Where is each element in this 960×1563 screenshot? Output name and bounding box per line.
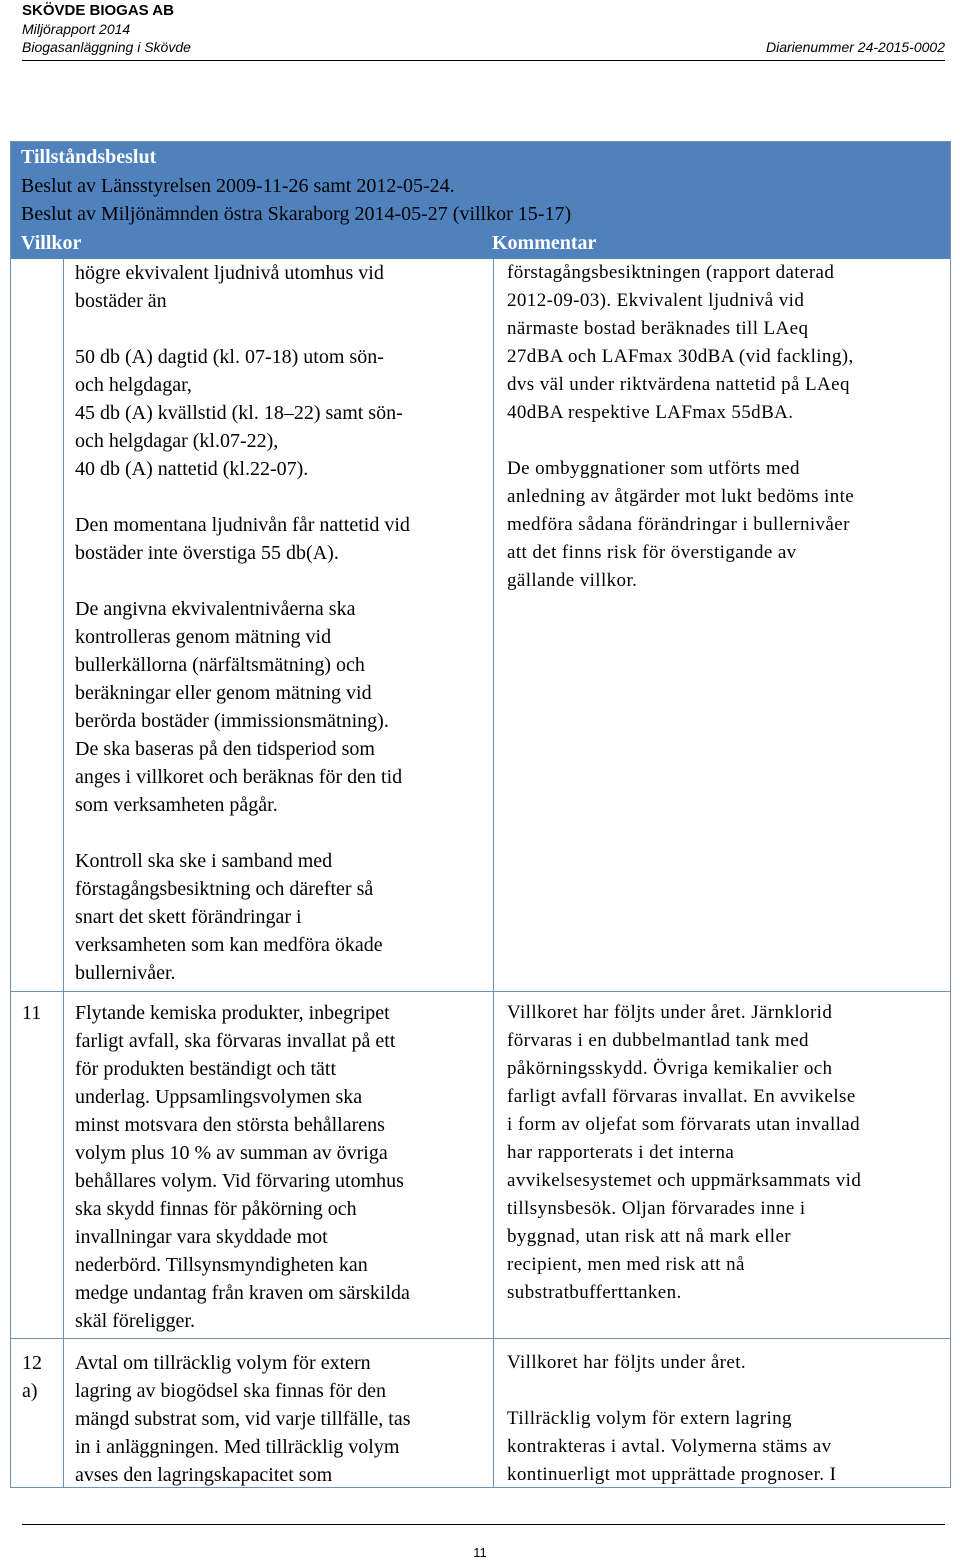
condition-number: 11 <box>22 1002 42 1024</box>
company-name: SKÖVDE BIOGAS AB <box>22 2 174 19</box>
comment-paragraph: Tillräcklig volym för extern lagring kontrakteras i avtal. Volymerna stäms av kontinuerligt mot upprättade prognoser. I <box>507 1408 837 1485</box>
header-divider <box>22 60 945 61</box>
column-divider-number <box>63 259 64 1487</box>
comment-paragraph: De ombyggnationer som utförts med anledning av åtgärder mot lukt bedöms inte medföra sådana förändringar i bullernivåer att det finns risk för överstigande av gällande villkor. <box>507 458 855 591</box>
decision-line-2: Beslut av Miljönämnden östra Skaraborg 2014-05-27 (villkor 15-17) <box>21 203 572 225</box>
column-header-condition: Villkor <box>21 232 82 254</box>
table-title: Tillståndsbeslut <box>21 146 157 168</box>
report-title: Miljörapport 2014 <box>22 21 131 37</box>
decision-line-1: Beslut av Länsstyrelsen 2009-11-26 samt 2012-05-24. <box>21 175 455 197</box>
column-header-comment: Kommentar <box>492 232 597 254</box>
condition-number: 12 a) <box>22 1352 42 1402</box>
condition-paragraph: Den momentana ljudnivån får nattetid vid bostäder inte överstiga 55 db(A). <box>75 514 410 564</box>
row-divider <box>11 1338 950 1339</box>
header-row <box>22 38 945 56</box>
condition-paragraph: Flytande kemiska produkter, inbegripet farligt avfall, ska förvaras invallat på ett för produkten beständigt och tätt underlag. Uppsamlingsvolymen ska minst motsvara den största behållarens volym plus 10 % av summan av övriga behållares volym. Vid förvaring utomhus ska skydd finnas för påkörning och invallningar vara skyddade mot nederbörd. Tillsynsmyndigheten kan medge undantag från kraven om särskilda skäl föreligger. <box>75 1002 410 1332</box>
plant-name: Biogasanläggning i Skövde <box>22 39 191 55</box>
conditions-table <box>10 141 951 1488</box>
column-divider-comment <box>493 259 494 1487</box>
condition-paragraph: 50 db (A) dagtid (kl. 07-18) utom sön- och helgdagar, 45 db (A) kvällstid (kl. 18–22) samt sön- och helgdagar (kl.07-22), 40 db (A) nattetid (kl.22-07). <box>75 346 403 480</box>
table-header <box>11 142 950 259</box>
condition-paragraph: Avtal om tillräcklig volym för extern lagring av biogödsel ska finnas för den mängd substrat som, vid varje tillfälle, tas in i anläggningen. Med tillräcklig volym avses den lagringskapacitet som <box>75 1352 411 1486</box>
condition-paragraph: högre ekvivalent ljudnivå utomhus vid bostäder än <box>75 262 384 312</box>
row-divider <box>11 991 950 992</box>
condition-paragraph: De angivna ekvivalentnivåerna ska kontrolleras genom mätning vid bullerkällorna (närfältsmätning) och beräkningar eller genom mätning vid berörda bostäder (immissionsmätning). De ska baseras på den tidsperiod som anges i villkoret och beräknas för den tid som verksamheten pågår. <box>75 598 403 816</box>
page-header <box>22 2 945 56</box>
condition-paragraph: Kontroll ska ske i samband med förstagångsbesiktning och därefter så snart det skett förändringar i verksamheten som kan medföra ökade bullernivåer. <box>75 850 383 984</box>
comment-paragraph: Villkoret har följts under året. <box>507 1352 747 1373</box>
page-number: 11 <box>473 1545 487 1560</box>
comment-paragraph: Villkoret har följts under året. Järnklorid förvaras i en dubbelmantlad tank med påkörningsskydd. Övriga kemikalier och farligt avfall förvaras invallat. En avvikelse i form av oljefat som förvarats utan invallad har rapporterats i det interna avvikelsesystemet och uppmärksammats vid tillsynsbesök. Oljan förvarades inne i byggnad, utan risk att nå mark eller recipient, men med risk att nå substratbufferttanken. <box>507 1002 862 1303</box>
comment-paragraph: förstagångsbesiktningen (rapport daterad 2012-09-03). Ekvivalent ljudnivå vid närmaste bostad beräknades till LAeq 27dBA och LAFmax 30dBA (vid fackling), dvs väl under riktvärdena nattetid på LAeq 40dBA respektive LAFmax 55dBA. <box>507 262 854 423</box>
footer-divider <box>22 1524 945 1525</box>
diarienummer: Diarienummer 24-2015-0002 <box>766 39 945 55</box>
